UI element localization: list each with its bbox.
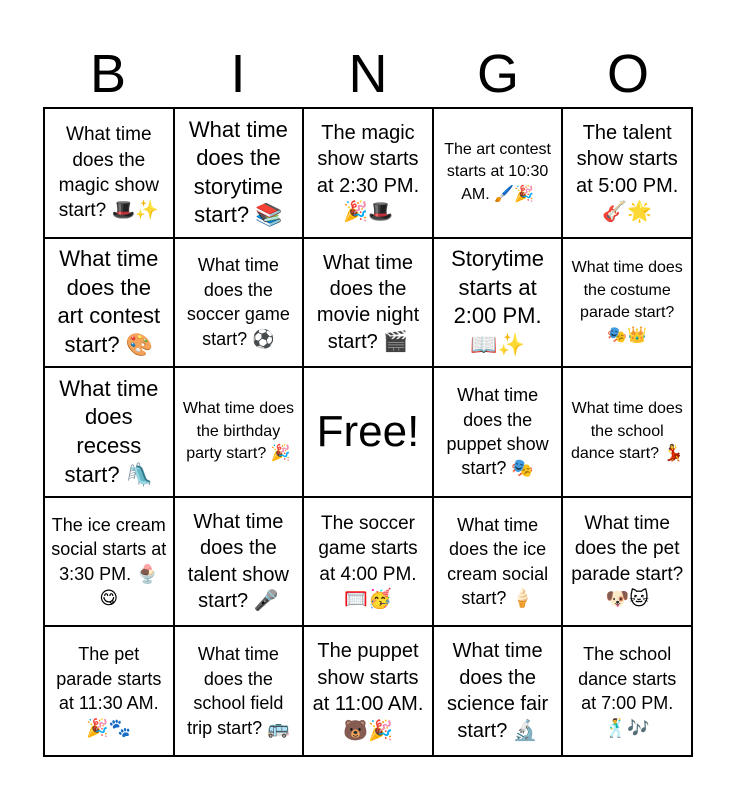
- cell-text: The ice cream social starts at 3:30 PM. 🍨😋: [51, 514, 167, 609]
- cell-text: What time does the school dance start? 💃: [570, 399, 684, 463]
- cell-text: The puppet show starts at 11:00 AM. 🐻🎉: [312, 640, 424, 742]
- cell-text: The talent show starts at 5:00 PM. 🎸🌟: [576, 122, 679, 224]
- bingo-cell[interactable]: [44, 238, 174, 368]
- bingo-cell[interactable]: [174, 626, 304, 756]
- bingo-card-grid: [43, 107, 693, 757]
- cell-text: What time does recess start? 🛝: [59, 375, 159, 487]
- header-letter-b: B: [89, 44, 127, 104]
- cell-text: What time does the ice cream social start? 🍦: [447, 514, 549, 609]
- cell-text: The magic show starts at 2:30 PM. 🎉🎩: [316, 122, 420, 224]
- bingo-cell[interactable]: [433, 497, 563, 627]
- bingo-cell[interactable]: [562, 497, 692, 627]
- cell-text: What time does the art contest start? 🎨: [57, 246, 161, 357]
- bingo-cell[interactable]: [44, 497, 174, 627]
- cell-text: The pet parade starts at 11:30 AM. 🎉🐾: [56, 644, 162, 738]
- cell-text: The school dance starts at 7:00 PM. 🕺🎶: [578, 644, 677, 738]
- bingo-cell[interactable]: [303, 497, 433, 627]
- bingo-cell[interactable]: [303, 238, 433, 368]
- cell-text: What time does the costume parade start? 🎭👑: [571, 258, 683, 345]
- cell-text: What time does the science fair start? 🔬: [447, 640, 549, 742]
- bingo-cell[interactable]: [303, 108, 433, 238]
- cell-text: What time does the talent show start? 🎤: [187, 510, 289, 612]
- bingo-cell[interactable]: [562, 367, 692, 497]
- cell-text: What time does the movie night start? 🎬: [316, 251, 420, 353]
- bingo-cell[interactable]: [44, 626, 174, 756]
- bingo-cell[interactable]: [303, 626, 433, 756]
- header-letter-i: I: [230, 44, 246, 104]
- cell-text: What time does the school field trip start? 🚌: [187, 644, 290, 738]
- header-letter-n: N: [348, 44, 388, 104]
- bingo-cell[interactable]: [562, 238, 692, 368]
- free-space-cell[interactable]: [303, 367, 433, 497]
- cell-text: The art contest starts at 10:30 AM. 🖌️🎉: [444, 140, 551, 204]
- bingo-cell[interactable]: [174, 238, 304, 368]
- cell-text: What time does the birthday party start? 🎉: [182, 399, 294, 463]
- cell-text: What time does the storytime start? 📚: [188, 116, 288, 228]
- bingo-cell[interactable]: [562, 626, 692, 756]
- bingo-cell[interactable]: [174, 367, 304, 497]
- cell-text: What time does the soccer game start? ⚽: [186, 255, 290, 349]
- bingo-cell[interactable]: [433, 108, 563, 238]
- bingo-header: [43, 40, 693, 108]
- cell-text: What time does the magic show start? 🎩✨: [58, 124, 159, 222]
- free-space-text: Free!: [316, 406, 420, 456]
- cell-text: What time does the pet parade start? 🐶🐱: [571, 513, 684, 610]
- cell-text: Storytime starts at 2:00 PM. 📖✨: [451, 246, 545, 357]
- cell-text: The soccer game starts at 4:00 PM. 🥅🥳: [318, 513, 418, 610]
- bingo-cell[interactable]: [44, 108, 174, 238]
- bingo-cell[interactable]: [433, 367, 563, 497]
- bingo-cell[interactable]: [44, 367, 174, 497]
- bingo-cell[interactable]: [433, 626, 563, 756]
- cell-text: What time does the puppet show start? 🎭: [446, 385, 549, 479]
- bingo-cell[interactable]: [433, 238, 563, 368]
- header-letter-o: O: [606, 44, 649, 104]
- header-letter-g: G: [476, 44, 519, 104]
- bingo-cell[interactable]: [174, 108, 304, 238]
- bingo-cell[interactable]: [174, 497, 304, 627]
- bingo-cell[interactable]: [562, 108, 692, 238]
